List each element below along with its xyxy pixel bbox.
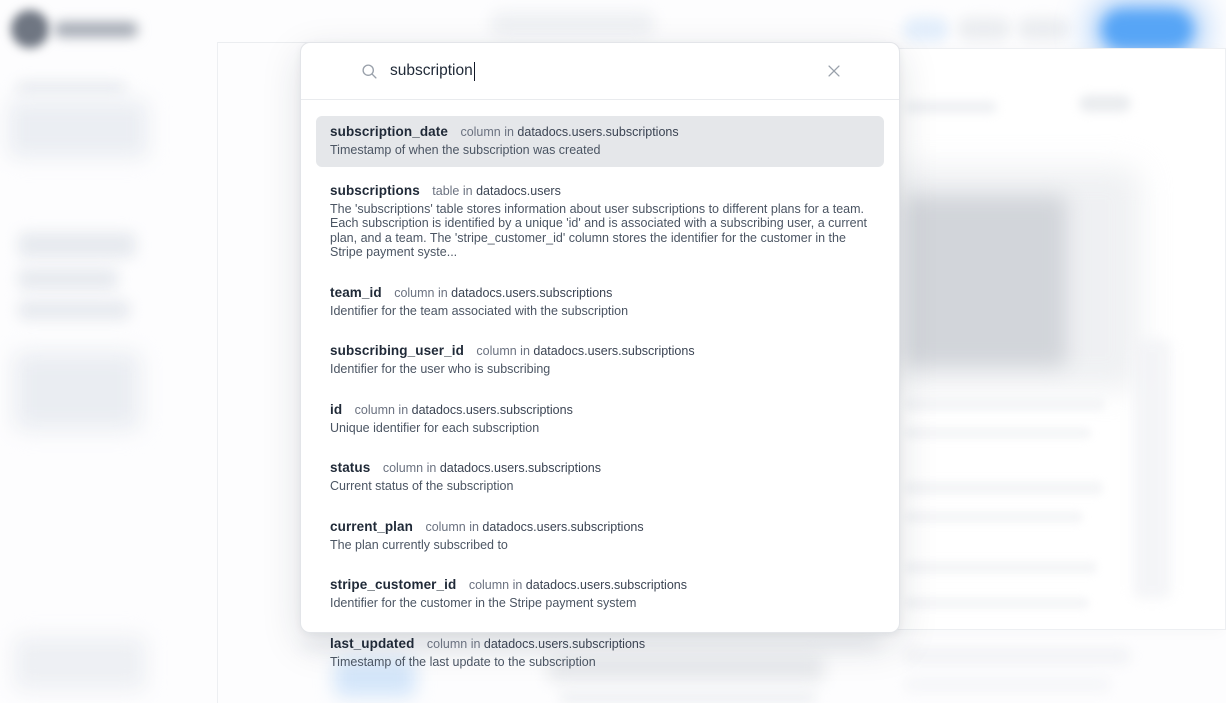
sidebar-item-blurred bbox=[14, 636, 146, 690]
sidebar-item-blurred bbox=[8, 100, 148, 158]
result-heading bbox=[330, 460, 870, 476]
result-kind: column in datadocs.users.subscriptions bbox=[382, 461, 602, 475]
result-title: subscription_date bbox=[330, 124, 448, 139]
result-description: Timestamp of the last update to the subscription bbox=[330, 654, 596, 669]
topbar-tab-blurred bbox=[490, 11, 655, 36]
result-description: The plan currently subscribed to bbox=[330, 537, 508, 552]
result-description: Timestamp of when the subscription was created bbox=[330, 143, 601, 157]
result-path: datadocs.users.subscriptions bbox=[439, 461, 602, 475]
result-path: datadocs.users.subscriptions bbox=[411, 402, 573, 417]
result-heading bbox=[330, 124, 870, 140]
search-result-row[interactable] bbox=[316, 116, 884, 167]
result-path: datadocs.users bbox=[476, 183, 561, 198]
result-heading bbox=[330, 636, 870, 652]
search-input[interactable] bbox=[390, 62, 825, 81]
search-result-row[interactable] bbox=[316, 277, 884, 328]
background-bar-blurred bbox=[905, 648, 1130, 664]
result-kind: column in datadocs.users.subscriptions bbox=[394, 285, 613, 300]
result-path: datadocs.users.subscriptions bbox=[483, 636, 646, 651]
result-title: id bbox=[330, 401, 343, 417]
search-result-row[interactable] bbox=[316, 394, 884, 445]
search-result-row[interactable] bbox=[316, 175, 884, 269]
result-description: Identifier for the user who is subscribing bbox=[330, 362, 551, 376]
result-title: subscriptions bbox=[330, 182, 420, 198]
text-caret bbox=[474, 62, 476, 81]
panel-text-row-blurred bbox=[905, 427, 1091, 439]
sidebar-item-blurred bbox=[18, 268, 118, 290]
result-description: Identifier for the customer in the Stripe payment system bbox=[330, 596, 637, 610]
panel-text-row-blurred bbox=[905, 561, 1097, 574]
result-heading bbox=[330, 402, 870, 418]
search-result-row[interactable] bbox=[316, 335, 884, 386]
panel-text-row-blurred bbox=[905, 481, 1103, 495]
search-modal bbox=[300, 42, 900, 669]
result-path: datadocs.users.subscriptions bbox=[525, 578, 687, 592]
panel-image-blurred bbox=[905, 195, 1067, 367]
result-description: Identifier for the team associated with the subscription bbox=[330, 303, 629, 318]
result-kind: column in datadocs.users.subscriptions bbox=[425, 519, 644, 534]
content-panel-blurred bbox=[886, 48, 1226, 630]
result-heading bbox=[330, 343, 870, 359]
panel-badge-blurred bbox=[1079, 95, 1131, 112]
result-title: current_plan bbox=[330, 518, 413, 534]
topbar-button-blurred bbox=[1017, 17, 1069, 41]
result-title: subscribing_user_id bbox=[330, 343, 464, 358]
result-title: team_id bbox=[330, 284, 382, 300]
result-title: stripe_customer_id bbox=[330, 577, 457, 592]
search-result-row[interactable] bbox=[316, 569, 884, 620]
result-path: datadocs.users.subscriptions bbox=[517, 125, 679, 139]
search-header bbox=[301, 43, 899, 100]
panel-text-row-blurred bbox=[905, 511, 1083, 523]
search-icon bbox=[361, 63, 378, 80]
sidebar-item-blurred bbox=[16, 82, 126, 94]
app-logo bbox=[11, 10, 49, 48]
close-icon[interactable] bbox=[825, 62, 843, 80]
background-bar-blurred bbox=[905, 678, 1110, 691]
result-kind: column in datadocs.users.subscriptions bbox=[460, 125, 679, 139]
search-input-value: subscription bbox=[390, 62, 473, 79]
panel-text-row-blurred bbox=[905, 597, 1089, 609]
result-description: Unique identifier for each subscription bbox=[330, 420, 540, 435]
result-path: datadocs.users.subscriptions bbox=[451, 285, 613, 300]
search-result-row[interactable] bbox=[316, 452, 884, 503]
sidebar-item-blurred bbox=[18, 232, 136, 258]
search-results bbox=[301, 100, 899, 696]
result-kind: column in datadocs.users.subscriptions bbox=[354, 402, 573, 417]
search-result-row[interactable] bbox=[316, 511, 884, 562]
result-kind: column in datadocs.users.subscriptions bbox=[468, 578, 687, 592]
result-heading bbox=[330, 183, 870, 199]
result-heading bbox=[330, 519, 870, 535]
sidebar-item-blurred bbox=[18, 300, 130, 320]
result-heading bbox=[330, 577, 870, 593]
result-title: status bbox=[330, 460, 371, 475]
primary-action-button-blurred bbox=[1101, 9, 1194, 50]
result-kind: column in datadocs.users.subscriptions bbox=[476, 344, 695, 358]
result-kind: column in datadocs.users.subscriptions bbox=[426, 636, 646, 651]
result-description: The 'subscriptions' table stores information about user subscriptions to different plans for a team. Each subscription is identified by a unique 'id' and is associated with a subscribing user, a current plan, and a team. The 'stripe_customer_id' column stores the identifier for the customer in the Stripe payment syste... bbox=[330, 201, 868, 259]
sidebar-item-blurred bbox=[14, 352, 140, 430]
result-path: datadocs.users.subscriptions bbox=[482, 519, 644, 534]
result-description: Current status of the subscription bbox=[330, 479, 514, 493]
result-title: last_updated bbox=[330, 635, 415, 651]
panel-text-row-blurred bbox=[905, 397, 1105, 411]
result-kind: table in datadocs.users bbox=[432, 183, 561, 198]
search-result-row[interactable] bbox=[316, 628, 884, 679]
sidebar-divider bbox=[217, 42, 218, 703]
result-path: datadocs.users.subscriptions bbox=[533, 344, 695, 358]
topbar-badge-blurred bbox=[903, 17, 949, 42]
app-name-blurred bbox=[54, 22, 138, 37]
panel-heading-blurred bbox=[905, 101, 997, 113]
panel-scroll-area-blurred bbox=[1133, 339, 1171, 599]
topbar-button-blurred bbox=[957, 17, 1011, 41]
result-heading bbox=[330, 285, 870, 301]
